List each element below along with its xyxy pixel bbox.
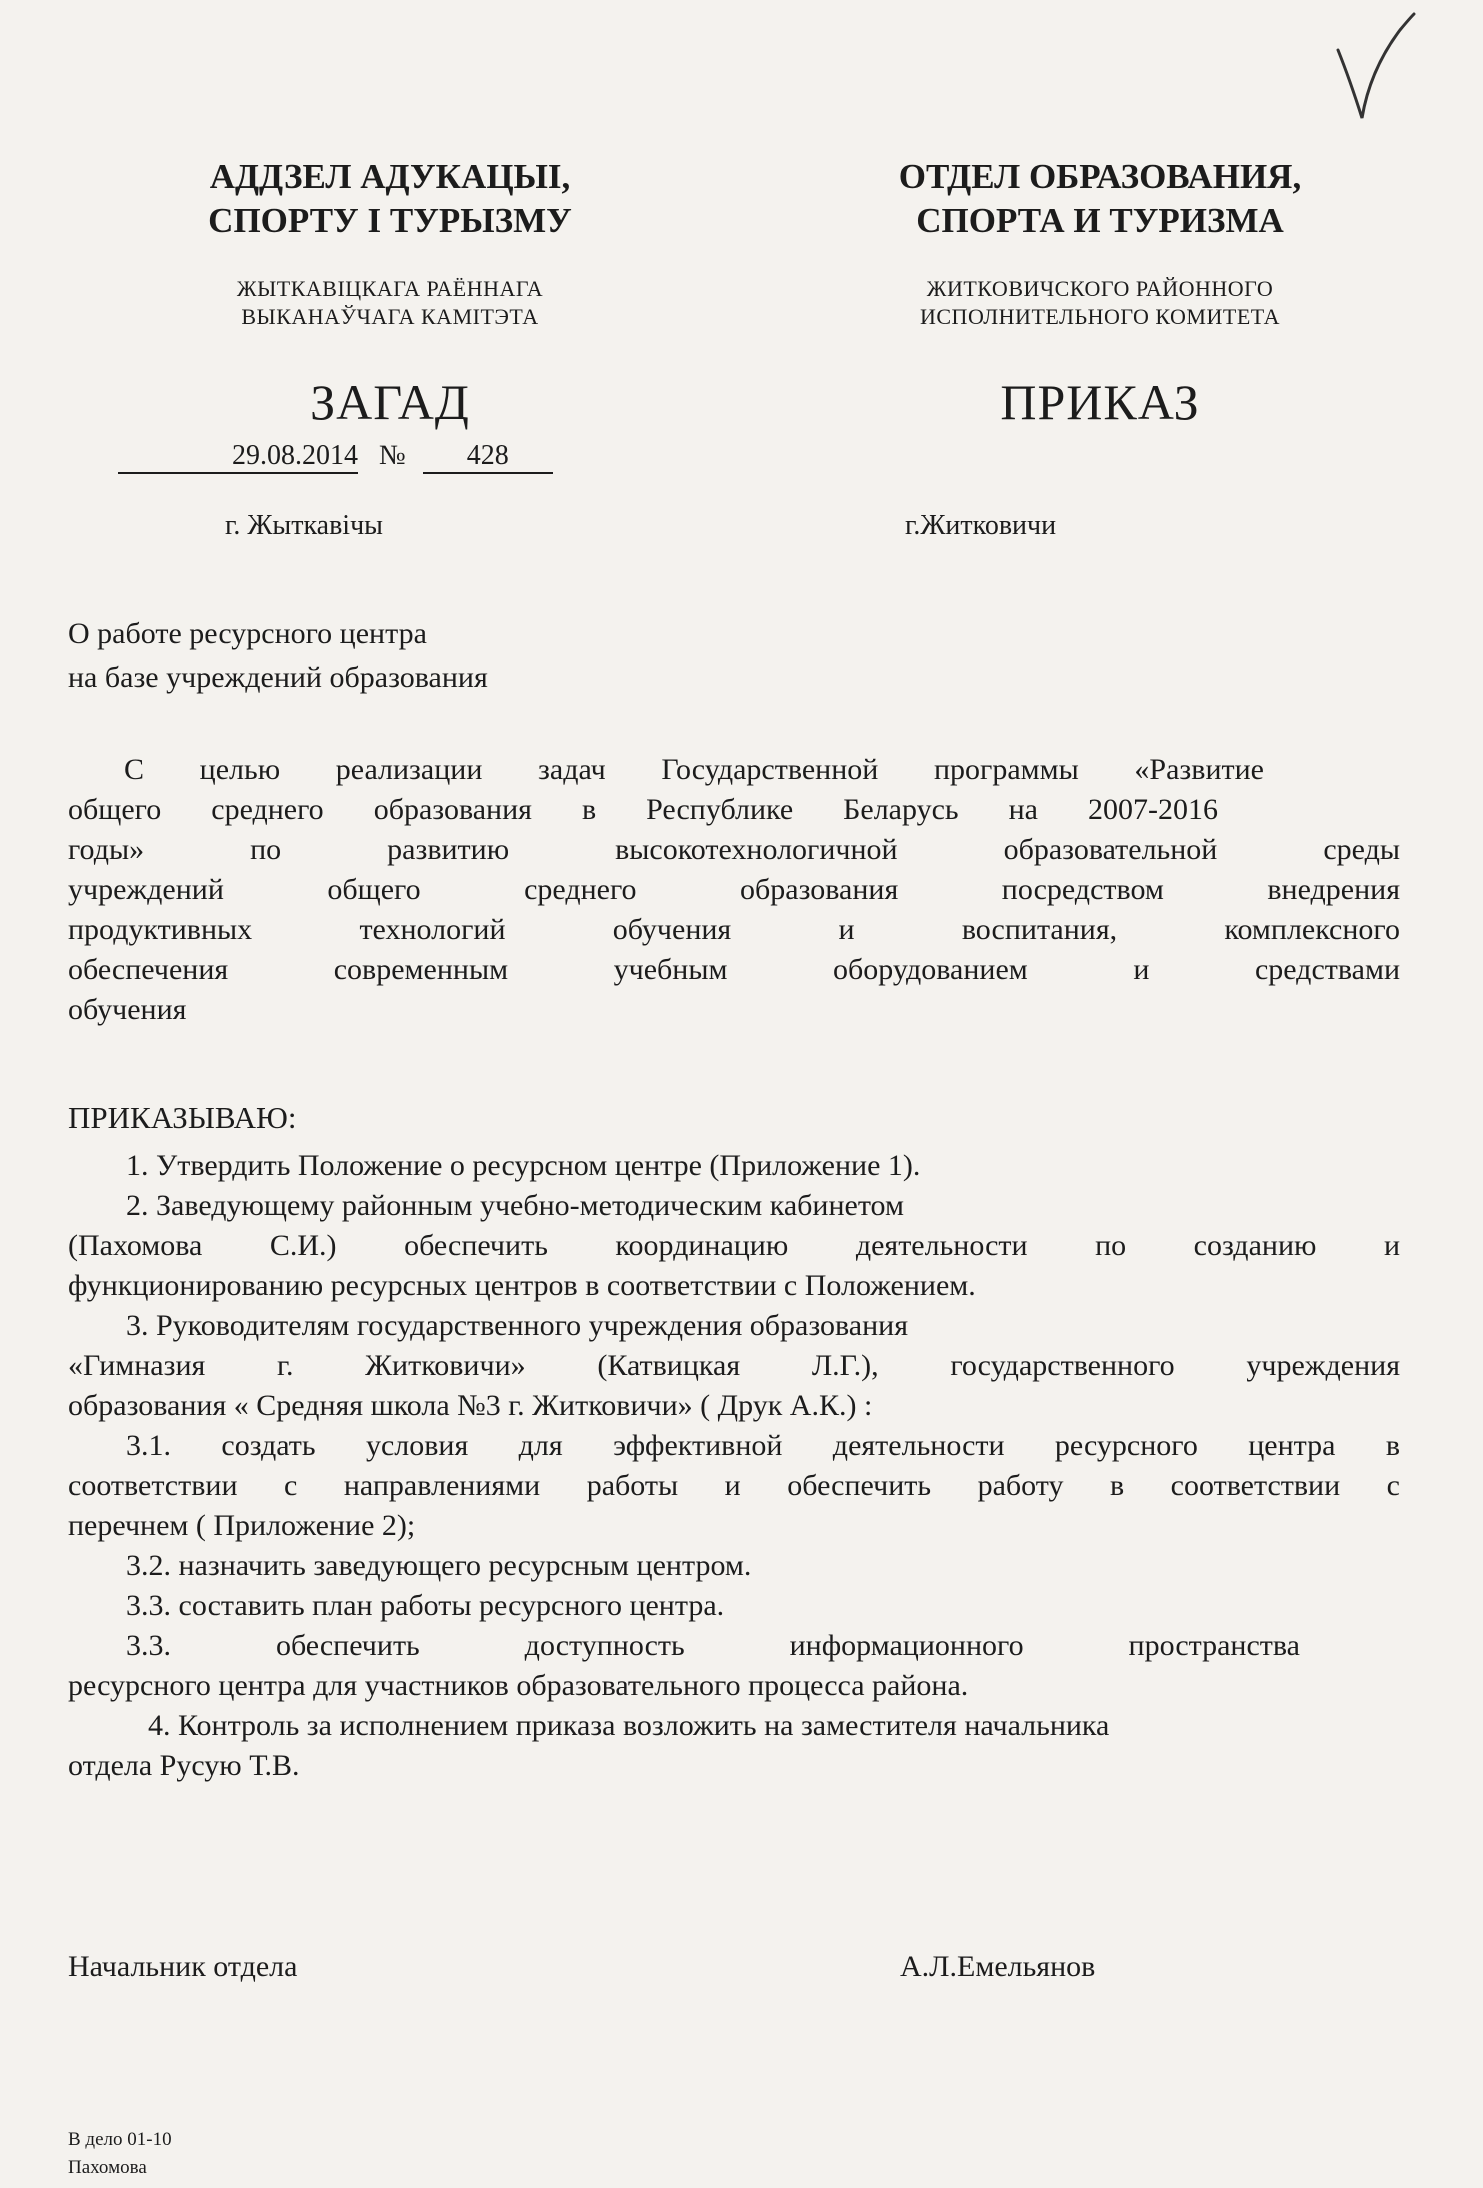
- order-items: 1. Утвердить Положение о ресурсном центре (Приложение 1). 2. Заведующему районным учебно-методическим кабинетом (Пахомова С.И.) обеспечить координацию деятельности по созданию и функционированию ресурсных центров в соответствии с Положением. 3. Руководителям государственного учреждения образования «Гимназия г. Житковичи» (Катвицкая Л.Г.), государственного учреждения образования « Средняя школа №3 г. Житковичи» ( Друк А.К.) : 3.1. создать условия для эффективной деятельности ресурсного центра в соответствии с направлениями работы и обеспечить работу в соответствии с перечнем ( Приложение 2); 3.2. назначить заведующего ресурсным центром. 3.3. составить план работы ресурсного центра. 3.3. обеспечить доступность информационного пространства ресурсного центра для участников образовательного процесса района. 4. Контроль за исполнением приказа возложить на заместителя начальника отдела Русую Т.В.: [68, 1146, 1400, 1786]
- item-3-2: 3.2. назначить заведующего ресурсным центром.: [126, 1549, 752, 1582]
- item-1: 1. Утвердить Положение о ресурсном центре (Приложение 1).: [126, 1149, 921, 1182]
- number-sign: №: [379, 440, 406, 471]
- signature-name: А.Л.Емельянов: [900, 1950, 1096, 1983]
- date-number-line: [118, 440, 553, 474]
- order-date: 29.08.2014: [118, 440, 358, 474]
- item-2: 2. Заведующему районным учебно-методическим кабинетом: [126, 1189, 904, 1222]
- item-3: 3. Руководителям государственного учреждения образования: [126, 1309, 909, 1342]
- item-3-3b: 3.3. обеспечить доступность информационного пространства: [126, 1629, 1300, 1662]
- filing-note: В дело 01-10 Пахомова: [68, 2129, 172, 2178]
- item-3-1: 3.1. создать условия для эффективной деятельности ресурсного центра в: [126, 1429, 1400, 1462]
- preamble: С целью реализации задач Государственной программы «Развитие общего среднего образования в Республике Беларусь на 2007-2016 годы» по развитию высокотехнологичной образовательной среды учреждений общего среднего образования посредством внедрения продуктивных технологий обучения и воспитания, комплексного обеспечения современным учебным оборудованием и средствами обучения: [68, 753, 1400, 1026]
- dept-name-ru: ОТДЕЛ ОБРАЗОВАНИЯ, СПОРТА И ТУРИЗМА: [898, 157, 1302, 240]
- item-3-3: 3.3. составить план работы ресурсного центра.: [126, 1589, 725, 1622]
- committee-name-ru: ЖИТКОВИЧСКОГО РАЙОННОГО ИСПОЛНИТЕЛЬНОГО КОМИТЕТА: [920, 276, 1280, 329]
- dept-name-by: АДДЗЕЛ АДУКАЦЫІ, СПОРТУ І ТУРЫЗМУ: [208, 157, 572, 240]
- header-left: [150, 155, 630, 431]
- doc-title-by: ЗАГАД: [310, 374, 470, 430]
- doc-title-ru: ПРИКАЗ: [1000, 374, 1200, 430]
- item-4: 4. Контроль за исполнением приказа возложить на заместителя начальника: [148, 1709, 1110, 1742]
- place-ru: г.Житковичи: [905, 510, 1057, 541]
- order-word: ПРИКАЗЫВАЮ:: [68, 1100, 297, 1135]
- signature-position: Начальник отдела: [68, 1950, 298, 1983]
- order-number: 428: [423, 440, 553, 474]
- committee-name-by: ЖЫТКАВІЦКАГА РАЁННАГА ВЫКАНАЎЧАГА КАМІТЭТА: [236, 276, 544, 329]
- place-by: г. Жыткавічы: [225, 510, 383, 541]
- order-subject: О работе ресурсного центра на базе учреждений образования: [68, 617, 488, 694]
- header-right: [840, 155, 1360, 431]
- handwritten-checkmark: [1330, 10, 1440, 130]
